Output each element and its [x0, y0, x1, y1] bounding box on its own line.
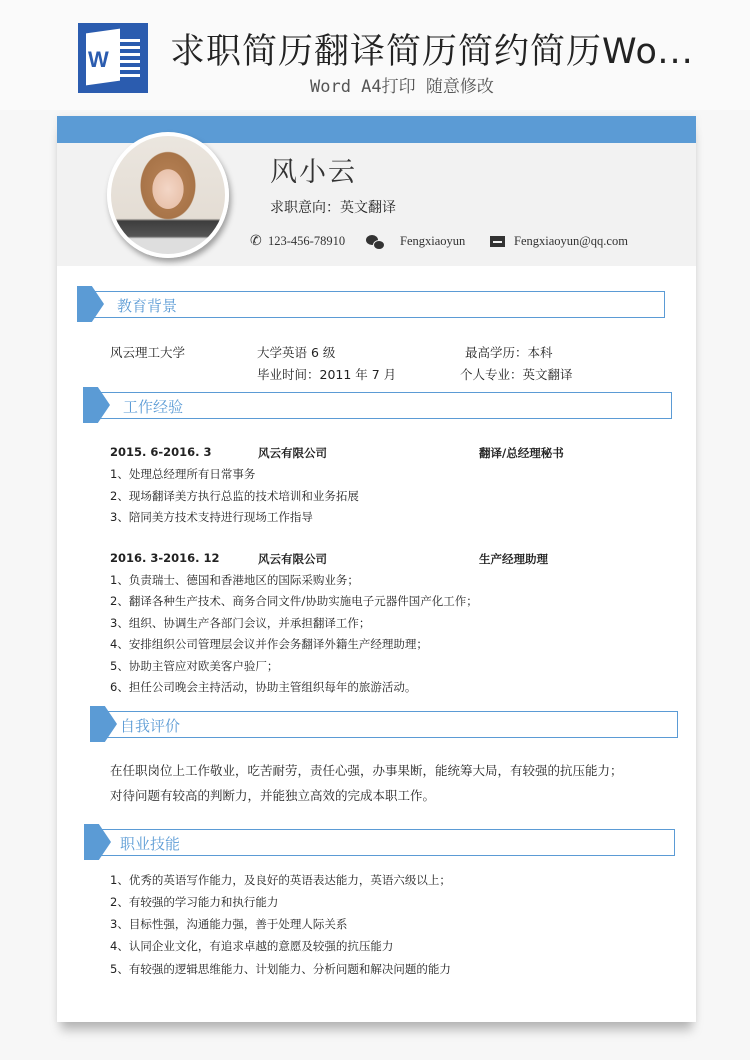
word-logo-icon: [78, 23, 148, 93]
phone-text: 123-456-78910: [268, 234, 346, 248]
edu-graduation: 毕业时间：2011 年 7 月: [257, 367, 397, 382]
banner: [0, 0, 750, 110]
section-title: 教育背景: [117, 297, 178, 315]
job-role: 翻译/总经理秘书: [479, 446, 564, 460]
self-eval-line: 在任职岗位上工作敬业，吃苦耐劳，责任心强，办事果断，能统筹大局，有较强的抗压能力；: [110, 763, 623, 778]
email-text: Fengxiaoyun@qq.com: [514, 234, 628, 248]
contact-wechat: [366, 234, 465, 249]
job-duty: 2、翻译各种生产技术、商务合同文件/协助实施电子元器件国产化工作；: [110, 594, 478, 608]
job-duty: 3、组织、协调生产各部门会议，并承担翻译工作；: [110, 616, 371, 630]
section-header-work: [83, 387, 672, 423]
section-header-skills: [84, 824, 675, 860]
job-duty: 4、安排组织公司管理层会议并作会务翻译外籍生产经理助理；: [110, 637, 428, 651]
job-duty: 2、现场翻译美方执行总监的技术培训和业务拓展: [110, 489, 359, 503]
job-period: 2016. 3-2016. 12: [110, 551, 220, 565]
job-company: 风云有限公司: [258, 552, 327, 566]
skill-item: 4、认同企业文化，有追求卓越的意愿及较强的抗压能力: [110, 939, 394, 953]
phone-icon: ✆: [250, 233, 262, 249]
candidate-name: 风小云: [270, 157, 357, 188]
self-eval-line: 对待问题有较高的判断力，并能独立高效的完成本职工作。: [110, 788, 436, 803]
job-duty: 1、处理总经理所有日常事务: [110, 467, 256, 481]
job-duty: 5、协助主管应对欧美客户验厂；: [110, 659, 279, 673]
edu-major: 个人专业：英文翻译: [460, 367, 573, 382]
job-period: 2015. 6-2016. 3: [110, 445, 212, 459]
section-header-self-evaluation: [90, 706, 678, 742]
section-title: 职业技能: [120, 835, 181, 853]
job-role: 生产经理助理: [479, 552, 548, 566]
job-duty: 6、担任公司晚会主持活动，协助主管组织每年的旅游活动。: [110, 680, 417, 694]
wechat-icon: [366, 235, 384, 249]
skill-item: 5、有较强的逻辑思维能力、计划能力、分析问题和解决问题的能力: [110, 962, 451, 976]
section-title: 工作经验: [123, 398, 184, 416]
job-company: 风云有限公司: [258, 446, 327, 460]
job-intent: 求职意向：英文翻译: [270, 200, 396, 216]
skill-item: 2、有较强的学习能力和执行能力: [110, 895, 279, 909]
wechat-text: Fengxiaoyun: [400, 234, 466, 248]
section-title: 自我评价: [120, 717, 181, 735]
job-duty: 1、负责瑞士、德国和香港地区的国际采购业务；: [110, 573, 359, 587]
edu-school: 风云理工大学: [110, 345, 186, 360]
resume-page: [57, 116, 696, 1022]
section-header-education: [77, 286, 665, 322]
edu-english-level: 大学英语 6 级: [257, 345, 336, 360]
skill-item: 3、目标性强，沟通能力强，善于处理人际关系: [110, 917, 348, 931]
banner-title: 求职简历翻译简历简约简历Wo...: [170, 32, 694, 72]
contact-email: [490, 234, 628, 249]
mail-icon: [490, 236, 505, 247]
word-logo-letter: W: [88, 47, 109, 72]
avatar-photo: [107, 132, 229, 258]
banner-subtitle: Word A4打印 随意修改: [310, 77, 494, 97]
edu-degree: 最高学历：本科: [465, 345, 553, 360]
contact-phone: [250, 234, 345, 249]
skill-item: 1、优秀的英语写作能力，及良好的英语表达能力，英语六级以上；: [110, 873, 451, 887]
job-duty: 3、陪同美方技术支持进行现场工作指导: [110, 510, 313, 524]
